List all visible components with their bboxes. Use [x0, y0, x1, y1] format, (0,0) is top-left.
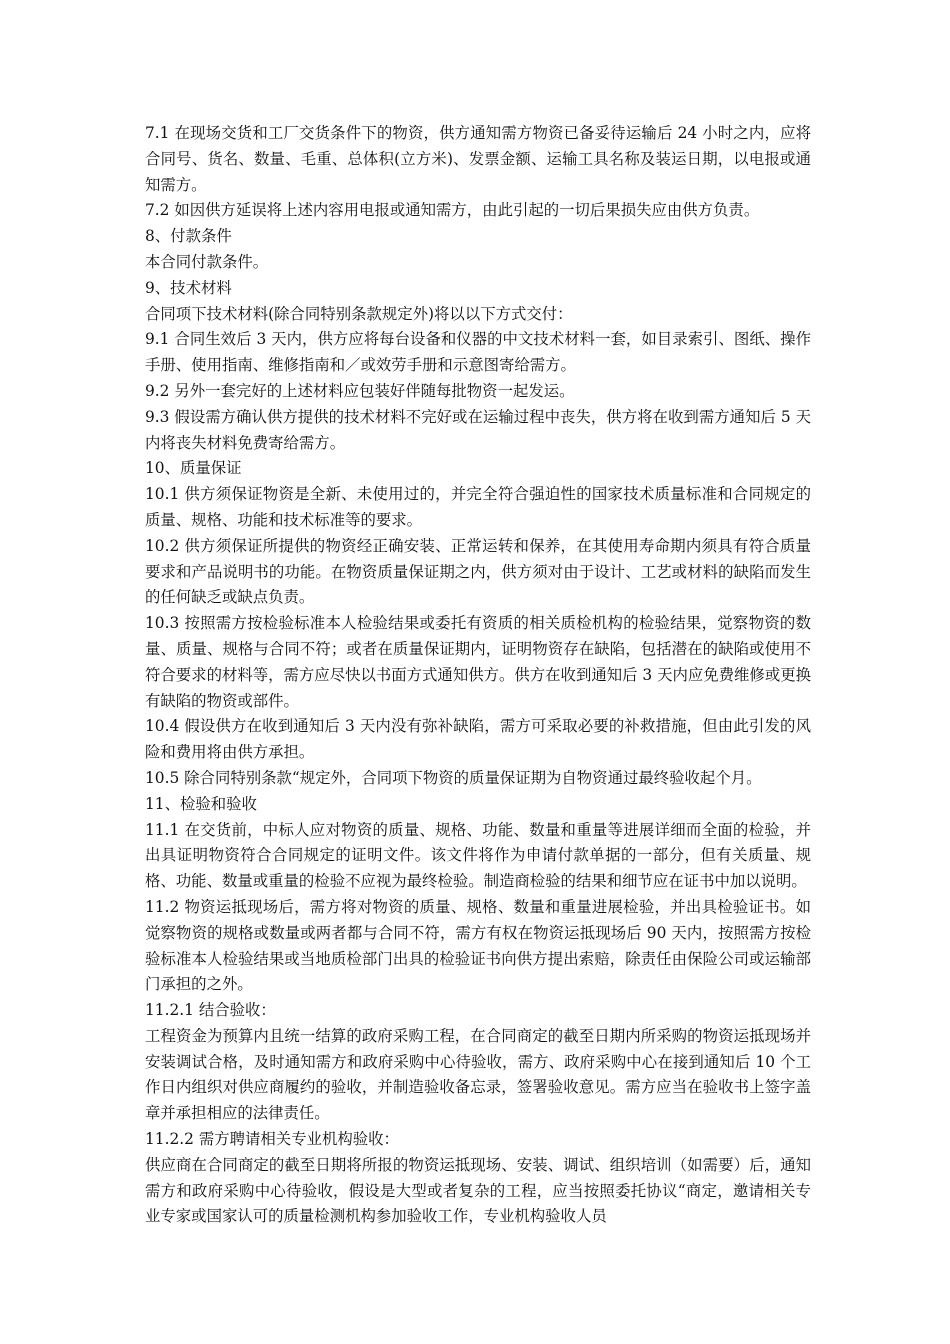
clause-10-5: 10.5 除合同特别条款“规定外，合同项下物资的质量保证期为自物资通过最终验收起个月。 — [145, 768, 762, 787]
clause-10-2: 10.2 供方须保证所提供的物资经正确安装、正常运转和保养，在其使用寿命期内须具有符合质量要求和产品说明书的功能。在物资质量保证期之内，供方须对由于设计、工艺或材料的缺陷而发生的任何缺乏或缺点负责。 — [145, 536, 811, 607]
section-heading-8: 8、付款条件 — [145, 227, 232, 246]
clause-9-1: 9.1 合同生效后 3 天内，供方应将每台设备和仪器的中文技术材料一套，如目录索引、图纸、操作手册、使用指南、维修指南和／或效劳手册和示意图寄给需方。 — [145, 330, 811, 375]
clause-11-2-2-heading: 11.2.2 需方聘请相关专业机构验收： — [145, 1130, 399, 1149]
clause-10-3: 10.3 按照需方按检验标准本人检验结果或委托有资质的相关质检机构的检验结果，觉察物资的数量、质量、规格与合同不符；或者在质量保证期内，证明物资存在缺陷，包括潜在的缺陷或使用不符合要求的材料等，需方应尽快以书面方式通知供方。供方在收到通知后 3 天内应免费维修或更换有缺陷的物资或部件。 — [145, 614, 811, 710]
clause-7-1: 7.1 在现场交货和工厂交货条件下的物资，供方通知需方物资已备妥待运输后 24 小时之内，应将合同号、货名、数量、毛重、总体积(立方米)、发票金额、运输工具名称及装运日期，以电报或通知需方。 — [145, 124, 811, 194]
clause-9-3: 9.3 假设需方确认供方提供的技术材料不完好或在运输过程中丧失，供方将在收到需方通知后 5 天内将丧失材料免费寄给需方。 — [145, 407, 811, 452]
clause-11-2-1-text: 工程资金为预算内且统一结算的政府采购工程，在合同商定的截至日期内所采购的物资运抵现场并安装调试合格，及时通知需方和政府采购中心待验收，需方、政府采购中心在接到通知后 10 个工作日内组织对供应商履约的验收，并制造验收备忘录，签署验收意见。需方应当在验收书上签字盖章并承担相应的法律责任。 — [145, 1026, 811, 1123]
clause-9-2: 9.2 另外一套完好的上述材料应包装好伴随每批物资一起发运。 — [145, 381, 575, 400]
clause-10-4: 10.4 假设供方在收到通知后 3 天内没有弥补缺陷，需方可采取必要的补救措施，但由此引发的风险和费用将由供方承担。 — [145, 717, 811, 762]
payment-terms-text: 本合同付款条件。 — [145, 252, 269, 271]
technical-materials-intro: 合同项下技术材料(除合同特别条款规定外)将以以下方式交付： — [145, 304, 573, 323]
clause-11-2-2-text: 供应商在合同商定的截至日期将所报的物资运抵现场、安装、调试、组织培训（如需要）后，通知需方和政府采购中心待验收，假设是大型或者复杂的工程，应当按照委托协议“商定，邀请相关专业专家或国家认可的质量检测机构参加验收工作，专业机构验收人员 — [145, 1155, 811, 1226]
document-body — [145, 121, 811, 1230]
section-heading-9: 9、技术材料 — [145, 278, 232, 297]
section-heading-10: 10、质量保证 — [145, 459, 242, 478]
clause-11-1: 11.1 在交货前，中标人应对物资的质量、规格、功能、数量和重量等进展详细而全面的检验，并出具证明物资符合合同规定的证明文件。该文件将作为申请付款单据的一部分，但有关质量、规格、功能、数量或重量的检验不应视为最终检验。制造商检验的结果和细节应在证书中加以说明。 — [145, 820, 811, 891]
clause-11-2-1-heading: 11.2.1 结合验收： — [145, 1001, 276, 1020]
clause-7-2: 7.2 如因供方延误将上述内容用电报或通知需方，由此引起的一切后果损失应由供方负责。 — [145, 201, 760, 220]
clause-11-2: 11.2 物资运抵现场后，需方将对物资的质量、规格、数量和重量进展检验，并出具检验证书。如觉察物资的规格或数量或两者都与合同不符，需方有权在物资运抵现场后 90 天内，按照需方按检验标准本人检验结果或当地质检部门出具的检验证书向供方提出索赔，除责任由保险公司或运输部门承担的之外。 — [145, 897, 811, 994]
section-heading-11: 11、检验和验收 — [145, 794, 257, 813]
clause-10-1: 10.1 供方须保证物资是全新、未使用过的，并完全符合强迫性的国家技术质量标准和合同规定的质量、规格、功能和技术标准等的要求。 — [145, 485, 811, 529]
